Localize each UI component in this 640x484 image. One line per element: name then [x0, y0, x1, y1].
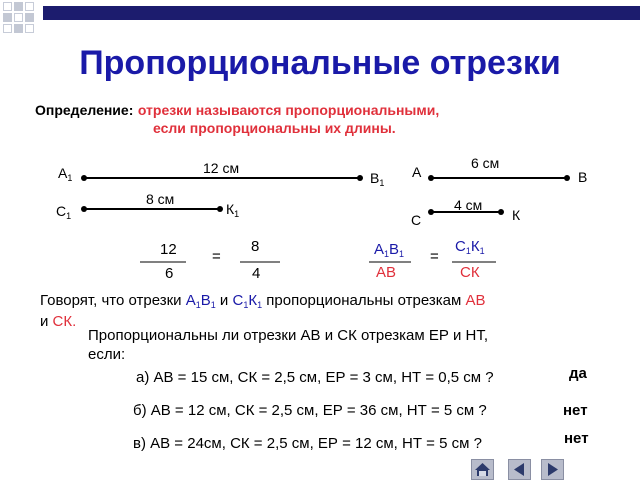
point-c — [428, 209, 434, 215]
label-c1: $С_1$ — [56, 203, 72, 221]
definition-line1: отрезки называются пропорциональными, — [137, 102, 440, 118]
point-a — [428, 175, 434, 181]
label-c: С — [411, 212, 422, 228]
length-a1b1: 12 см — [203, 160, 240, 176]
item-a-text: а) АВ = 15 см, СК = 2,5 см, ЕР = 3 см, НТ = 0,5 см ? — [136, 369, 494, 386]
length-c1k1: 8 см — [146, 191, 175, 207]
equals-sign-1: = — [212, 248, 221, 265]
fraction-2-denominator: 4 — [252, 265, 261, 282]
fraction-2-numerator: 8 — [251, 238, 260, 255]
page-title: Пропорциональные отрезки — [79, 44, 561, 82]
statement-line1: Говорят, что отрезки $А_1В_1$ и $С_1К_1$ пропорциональны отрезкам АВ — [40, 292, 486, 310]
item-a-answer: да — [569, 365, 587, 382]
length-ab: 6 см — [471, 155, 500, 171]
item-c-text: в) АВ = 24см, СК = 2,5 см, ЕР = 12 см, НТ = 5 см ? — [133, 435, 482, 452]
label-k1: $К_1$ — [226, 201, 240, 219]
statement-line2: и СК. — [40, 313, 77, 330]
fraction-4-denominator: СК — [460, 264, 480, 281]
next-button[interactable] — [541, 459, 564, 480]
label-k: К — [512, 207, 521, 223]
item-b-answer: нет — [563, 402, 588, 419]
fraction-3-denominator: АВ — [376, 264, 397, 281]
point-c1 — [81, 206, 87, 212]
point-b — [564, 175, 570, 181]
fraction-1-numerator: 12 — [160, 241, 177, 258]
equals-sign-2: = — [430, 248, 439, 265]
item-b-text: б) АВ = 12 см, СК = 2,5 см, ЕР = 36 см, НТ = 5 см ? — [133, 402, 487, 419]
question-line2: если: — [88, 346, 126, 363]
prev-button[interactable] — [508, 459, 531, 480]
question-line1: Пропорциональны ли отрезки АВ и СК отрезкам ЕР и НТ, — [88, 327, 489, 344]
fraction-1-denominator: 6 — [165, 265, 174, 282]
prev-icon — [509, 460, 530, 479]
label-a: А — [412, 164, 422, 180]
home-icon — [472, 460, 493, 479]
definition-label: Определение: — [35, 102, 134, 118]
next-icon — [542, 460, 563, 479]
definition-line2: если пропорциональны их длины. — [153, 120, 396, 136]
label-b1: $В_1$ — [370, 170, 385, 188]
home-button[interactable] — [471, 459, 494, 480]
fraction-4-numerator: $С_1К_1$ — [455, 238, 485, 256]
fraction-3-numerator: $А_1В_1$ — [374, 241, 405, 259]
label-a1: $А_1$ — [58, 165, 73, 183]
label-b: В — [578, 169, 588, 185]
length-ck: 4 см — [454, 197, 483, 213]
point-k1 — [217, 206, 223, 212]
point-b1 — [357, 175, 363, 181]
point-k — [498, 209, 504, 215]
item-c-answer: нет — [564, 430, 589, 447]
point-a1 — [81, 175, 87, 181]
